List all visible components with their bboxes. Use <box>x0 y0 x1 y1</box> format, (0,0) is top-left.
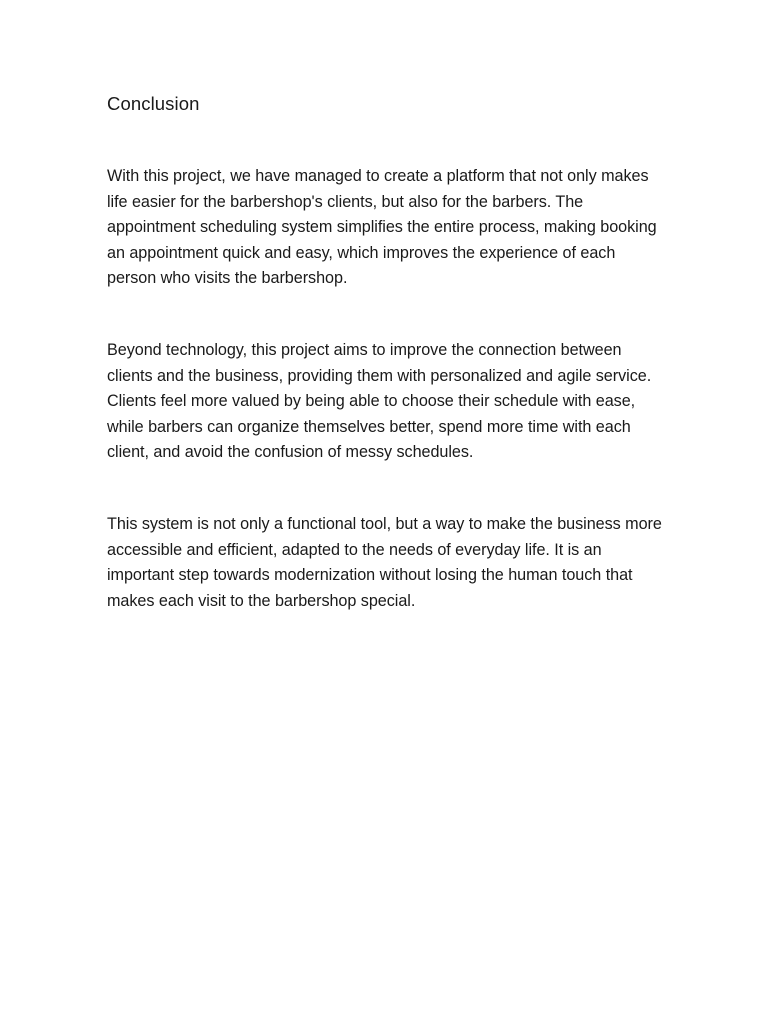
section-heading: Conclusion <box>107 93 200 114</box>
paragraph-2: Beyond technology, this project aims to improve the connection between clients and the business, providing them with personalized and agile service. Clients feel more valued by being able to choose their schedule with ease, while barbers can organize themselves better, spend more time with each client, and avoid the confusion of messy schedules. <box>107 340 652 462</box>
paragraph-3: This system is not only a functional tool, but a way to make the business more accessible and efficient, adapted to the needs of everyday life. It is an important step towards modernization without losing the human touch that makes each visit to the barbershop special. <box>107 514 662 610</box>
document-body <box>107 90 667 614</box>
paragraph-1: With this project, we have managed to create a platform that not only makes life easier for the barbershop's clients, but also for the barbers. The appointment scheduling system simplifies the entire process, making booking an appointment quick and easy, which improves the experience of each person who visits the barbershop. <box>107 167 657 288</box>
